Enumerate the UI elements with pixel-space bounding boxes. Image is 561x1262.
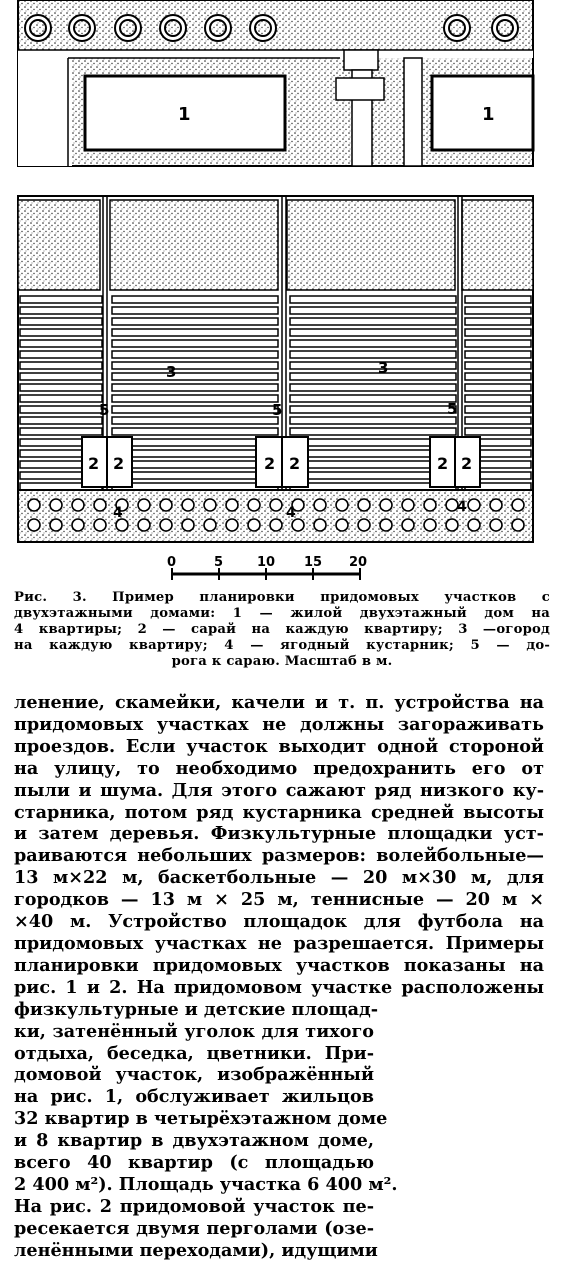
garden-bed — [20, 406, 102, 413]
shrub-icon — [446, 519, 458, 531]
shrub-icon — [28, 519, 40, 531]
garden-bed — [112, 296, 278, 303]
text-line: планировки придомовых участков показаны на — [14, 954, 544, 976]
shrub-icon — [490, 519, 502, 531]
shrub-icon — [94, 519, 106, 531]
garden-bed — [465, 362, 531, 369]
top-zone — [18, 0, 533, 166]
text-line: 2 400 м²). Площадь участка 6 400 м². — [14, 1173, 398, 1195]
body-text — [14, 692, 544, 1262]
shrub-icon — [424, 499, 436, 511]
garden-bed — [290, 318, 456, 325]
garden-bed — [112, 329, 278, 336]
shrub-icon — [204, 499, 216, 511]
shed-label: 2 — [461, 454, 473, 473]
garden-bed — [465, 318, 531, 325]
road-label: 5 — [272, 401, 283, 419]
garden-bed — [465, 428, 531, 435]
shed-label: 2 — [113, 454, 125, 473]
shrub-icon — [402, 499, 414, 511]
plots-zone — [18, 196, 533, 542]
text-line: раиваются небольших размеров: волейбольные— — [14, 845, 544, 867]
shrub-icon — [28, 499, 40, 511]
scale-tick-label: 5 — [214, 555, 224, 570]
garden-bed — [20, 340, 102, 347]
scale-tick-label: 10 — [257, 555, 276, 570]
garden-bed — [290, 428, 456, 435]
text-line: рис. 1 и 2. На придомовом участке расположены — [14, 976, 544, 998]
caption-line: 4 квартиры; 2 — сарай на каждую квартиру; 3 —огород — [14, 622, 550, 637]
shrub-icon — [468, 499, 480, 511]
shrub-icon — [138, 499, 150, 511]
shrub-icon — [160, 499, 172, 511]
garden-bed — [465, 351, 531, 358]
shrub-icon — [358, 499, 370, 511]
garden-bed — [20, 362, 102, 369]
garden-bed — [112, 318, 278, 325]
garden-bed — [290, 395, 456, 402]
text-line: ×40 м. Устройство площадок для футбола на — [14, 911, 544, 933]
garden-bed — [112, 384, 278, 391]
text-line: на улицу, то необходимо предохранить его от — [14, 757, 544, 779]
text-line: и затем деревья. Физкультурные площадки уст- — [14, 823, 544, 845]
scale-tick-label: 0 — [167, 555, 177, 570]
shed-label: 2 — [88, 454, 100, 473]
garden-bed — [20, 417, 102, 424]
garden-bed — [290, 384, 456, 391]
text-line: 32 квартир в четырёхэтажном доме — [14, 1108, 388, 1130]
garden-bed — [290, 329, 456, 336]
shrub-icon — [424, 519, 436, 531]
text-line: пыли и шума. Для этого сажают ряд низкого ку- — [14, 779, 544, 801]
garden-bed — [465, 417, 531, 424]
road-label: 5 — [99, 401, 110, 419]
garden-bed — [465, 307, 531, 314]
garden-bed — [465, 373, 531, 380]
shed-label: 2 — [437, 454, 449, 473]
text-line: проездов. Если участок выходит одной стороной — [14, 735, 544, 757]
text-line: На рис. 2 придомовой участок пе- — [14, 1195, 374, 1217]
shrub-icon — [182, 519, 194, 531]
shrub-icon — [402, 519, 414, 531]
shrub-icon — [138, 519, 150, 531]
garden-bed — [112, 395, 278, 402]
garden-label: 3 — [166, 363, 177, 381]
road-label: 5 — [447, 400, 458, 418]
garden-bed — [112, 406, 278, 413]
garden-bed — [112, 472, 278, 479]
shrub-icon — [160, 519, 172, 531]
shrub-icon — [50, 499, 62, 511]
garden-bed — [290, 362, 456, 369]
shrub-icon — [336, 519, 348, 531]
shrub-icon — [380, 499, 392, 511]
shrub-icon — [512, 519, 524, 531]
shrub-icon — [248, 499, 260, 511]
garden-bed — [112, 340, 278, 347]
garden-bed — [112, 439, 278, 446]
text-line: ки, затенённый уголок для тихого — [14, 1020, 374, 1042]
caption-line: Рис. 3. Пример планировки придомовых участков с — [14, 590, 550, 605]
scale-tick-label: 20 — [349, 555, 368, 570]
shrub-icon — [72, 499, 84, 511]
garden-bed — [20, 296, 102, 303]
shrub-icon — [336, 499, 348, 511]
text-line: ленёнными переходами), идущими — [14, 1239, 378, 1261]
garden-bed — [112, 428, 278, 435]
shrub-icon — [72, 519, 84, 531]
shrub-icon — [94, 499, 106, 511]
garden-bed — [20, 307, 102, 314]
garden-bed — [112, 483, 278, 490]
shrub-icon — [380, 519, 392, 531]
garden-bed — [290, 296, 456, 303]
shrub-label: 4 — [113, 505, 123, 521]
garden-bed — [112, 417, 278, 424]
shrub-icon — [182, 499, 194, 511]
garden-bed — [112, 362, 278, 369]
shrub-icon — [226, 519, 238, 531]
house-left-label: 1 — [178, 104, 191, 125]
garden-label: 3 — [378, 359, 389, 377]
garden-bed — [20, 384, 102, 391]
garden-bed — [290, 373, 456, 380]
text-line: 13 м×22 м, баскетбольные — 20 м×30 м, для — [14, 867, 544, 889]
shed-label: 2 — [264, 454, 276, 473]
garden-bed — [112, 373, 278, 380]
garden-bed — [290, 351, 456, 358]
text-line: придомовых участках не должны загораживать — [14, 713, 544, 735]
garden-bed — [112, 450, 278, 457]
shrub-icon — [50, 519, 62, 531]
text-line: отдыха, беседка, цветники. При- — [14, 1042, 374, 1064]
garden-bed — [290, 406, 456, 413]
garden-bed — [465, 296, 531, 303]
text-line: городков — 13 м × 25 м, теннисные — 20 м × — [14, 889, 544, 911]
garden-bed — [465, 384, 531, 391]
garden-bed — [112, 351, 278, 358]
text-line: и 8 квартир в двухэтажном доме, — [14, 1130, 374, 1152]
garden-bed — [20, 395, 102, 402]
garden-bed — [112, 461, 278, 468]
shed-label: 2 — [289, 454, 301, 473]
text-line: на рис. 1, обслуживает жильцов — [14, 1086, 374, 1108]
text-line: старника, потом ряд кустарника средней высоты — [14, 801, 544, 823]
garden-bed — [20, 351, 102, 358]
garden-bed — [290, 340, 456, 347]
text-line: всего 40 квартир (с площадью — [14, 1152, 374, 1174]
garden-bed — [112, 307, 278, 314]
shrub-icon — [204, 519, 216, 531]
garden-bed — [20, 373, 102, 380]
garden-bed — [20, 329, 102, 336]
shrub-label: 4 — [286, 505, 296, 521]
shrub-icon — [314, 499, 326, 511]
shrub-icon — [226, 499, 238, 511]
text-line: придомовых участках не разрешается. Примеры — [14, 932, 544, 954]
text-line: ресекается двумя перголами (озе- — [14, 1217, 374, 1239]
shrub-icon — [248, 519, 260, 531]
figure-caption — [14, 590, 550, 670]
shrub-icon — [512, 499, 524, 511]
house-right-label: 1 — [482, 104, 495, 125]
text-line: ленение, скамейки, качели и т. п. устройства на — [14, 692, 544, 713]
garden-bed — [465, 329, 531, 336]
shrub-icon — [314, 519, 326, 531]
garden-bed — [20, 428, 102, 435]
shrub-label: 4 — [457, 499, 467, 515]
garden-bed — [20, 318, 102, 325]
shrub-icon — [270, 499, 282, 511]
garden-bed — [465, 406, 531, 413]
caption-line: двухэтажными домами: 1 — жилой двухэтажный дом на — [14, 606, 550, 621]
text-line: физкультурные и детские площад- — [14, 998, 379, 1020]
shrub-icon — [490, 499, 502, 511]
shrub-icon — [468, 519, 480, 531]
garden-bed — [290, 307, 456, 314]
garden-bed — [465, 340, 531, 347]
caption-line: на каждую квартиру; 4 — ягодный кустарник; 5 — до- — [14, 638, 550, 653]
caption-line: рога к сараю. Масштаб в м. — [171, 654, 393, 669]
text-line: домовой участок, изображённый — [14, 1064, 374, 1086]
scale-bar — [167, 555, 367, 580]
shrub-icon — [358, 519, 370, 531]
shrub-icon — [270, 519, 282, 531]
garden-bed — [465, 395, 531, 402]
scale-tick-label: 15 — [304, 555, 323, 570]
site-plan-figure — [0, 0, 561, 585]
garden-bed — [290, 417, 456, 424]
